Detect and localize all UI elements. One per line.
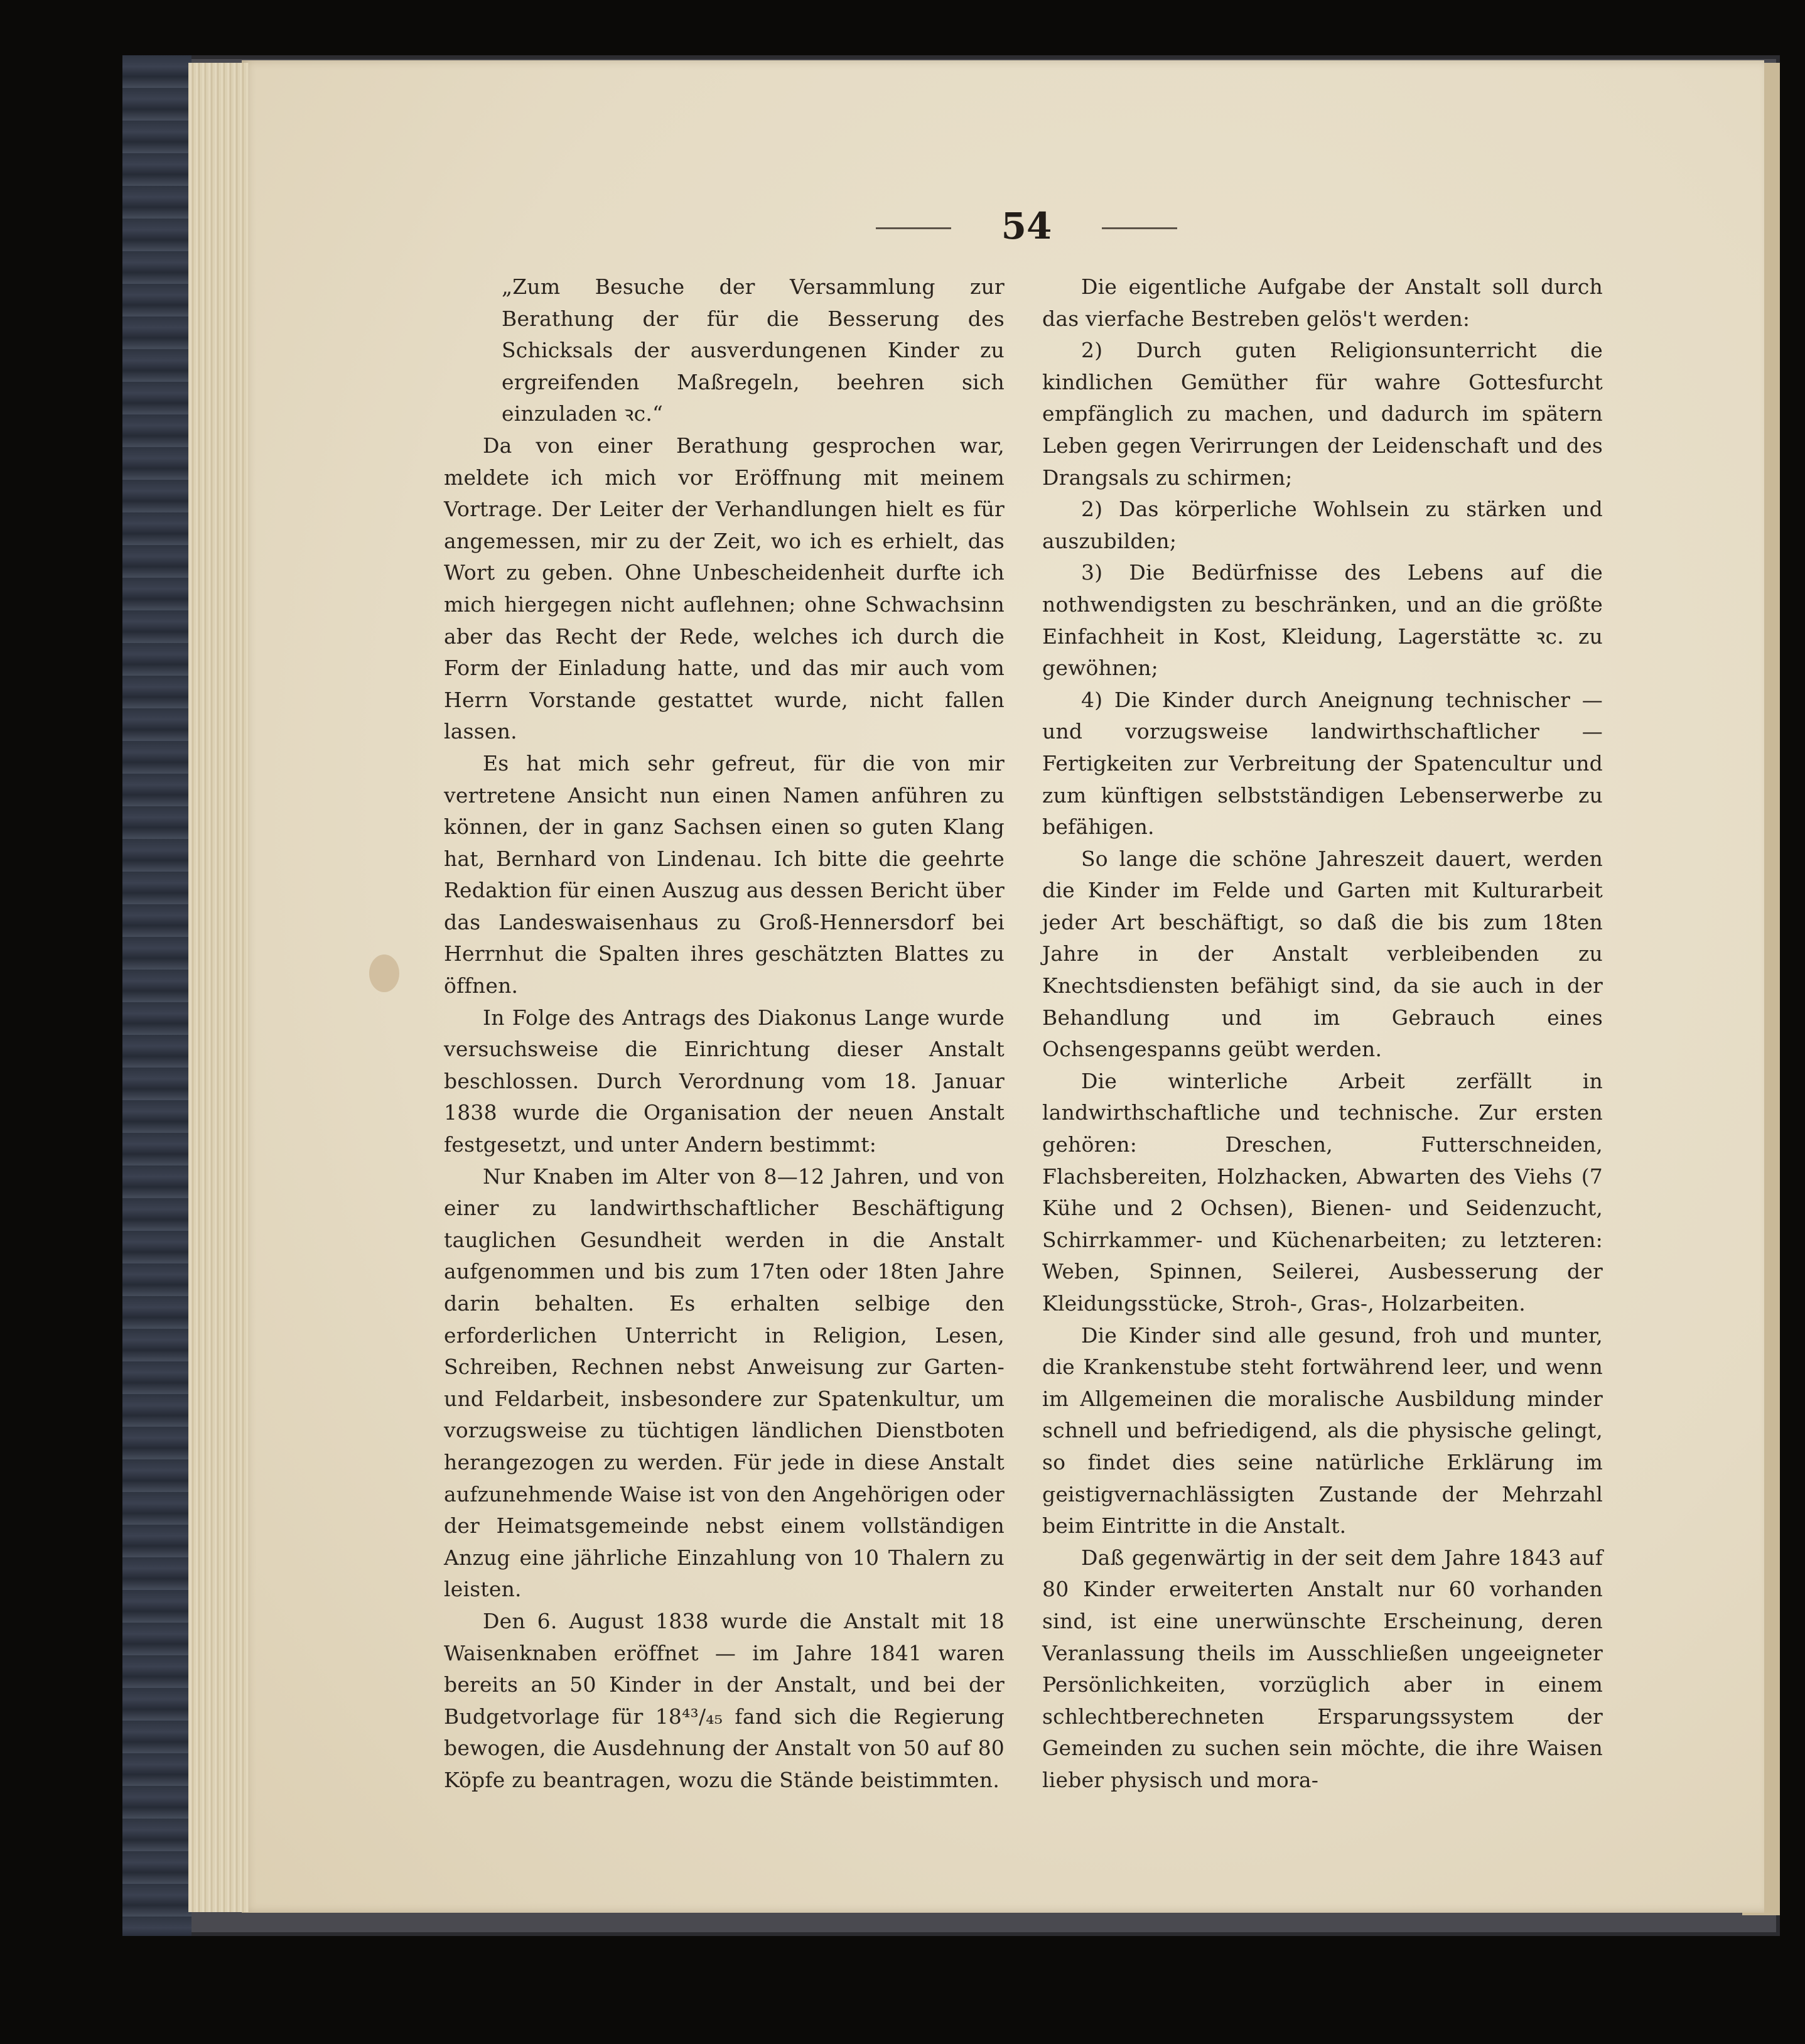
list-item: 2) Das körperliche Wohlsein zu stärken und auszubilden; (1042, 497, 1603, 553)
text-column-left (444, 271, 1005, 1797)
quoted-invitation: „Zum Besuche der Versammlung zur Berathung der für die Besserung des Schicksals der ausverdungenen Kinder zu ergreifenden Maßregeln, beehren sich einzuladen ꝛc.“ (502, 274, 1005, 426)
paragraph: Die Kinder sind alle gesund, froh und munter, die Krankenstube steht fortwährend leer, und wenn im Allgemeinen die moralische Ausbildung minder schnell und befriedigend, als die physische gelingt, so findet dies seine natürliche Erklärung im geistigvernachlässigten Zustande der Mehrzahl beim Eintritte in die Anstalt. (1042, 1322, 1603, 1538)
paragraph: Den 6. August 1838 wurde die Anstalt mit 18 Waisenknaben eröffnet — im Jahre 1841 waren bereits an 50 Kinder in der Anstalt, und bei der Budgetvorlage für 18⁴³/₄₅ fand sich die Regierung bewogen, die Ausdehnung der Anstalt von 50 auf 80 Köpfe zu beantragen, wozu die Stände beistimmten. (444, 1608, 1005, 1792)
list-item: 3) Die Bedürfnisse des Lebens auf die nothwendigsten zu beschränken, und an die größte Einfachheit in Kost, Kleidung, Lagerstätte ꝛc. zu gewöhnen; (1042, 560, 1603, 681)
list-item: 4) Die Kinder durch Aneignung technischer — und vorzugsweise landwirthschaftlicher — Fertigkeiten zur Verbreitung der Spatencultur und zum künftigen selbstständigen Lebenserwerbe zu befähigen. (1042, 687, 1603, 840)
list-item: 2) Durch guten Religionsunterricht die kindlichen Gemüther für wahre Gottesfurcht empfänglich zu machen, und dadurch im spätern Leben gegen Verirrungen der Leidenschaft und des Drangsals zu schirmen; (1042, 338, 1603, 490)
text-column-right (1042, 271, 1603, 1797)
header-rule-right (1102, 227, 1177, 229)
paragraph: Es hat mich sehr gefreut, für die von mir vertretene Ansicht nun einen Namen anführen zu können, der in ganz Sachsen einen so guten Klang hat, Bernhard von Lindenau. Ich bitte die geehrte Redaktion für einen Auszug aus dessen Bericht über das Landeswaisenhaus zu Groß-Hennersdorf bei Herrnhut die Spalten ihres geschätzten Blattes zu öffnen. (444, 750, 1005, 998)
page-header (876, 204, 1177, 248)
cover-marbled-edge (122, 55, 191, 1936)
paper-stain (369, 954, 399, 992)
paragraph: So lange die schöne Jahreszeit dauert, werden die Kinder im Felde und Garten mit Kulturarbeit jeder Art beschäftigt, so daß die bis zum 18ten Jahre in der Anstalt verbleibenden zu Knechtsdiensten befähigt sind, da sie auch in der Behandlung und im Gebrauch eines Ochsengespanns geübt werden. (1042, 846, 1603, 1062)
page-stack-edge (188, 63, 249, 1912)
paragraph: Nur Knaben im Alter von 8—12 Jahren, und von einer zu landwirthschaftlicher Beschäftigung tauglichen Gesundheit werden in die Anstalt aufgenommen und bis zum 17ten oder 18ten Jahre darin behalten. Es erhalten selbige den erforderlichen Unterricht in Religion, Lesen, Schreiben, Rechnen nebst Anweisung zur Garten- und Feldarbeit, insbesondere zur Spatenkultur, um vorzugsweise zu tüchtigen ländlichen Dienstboten herangezogen zu werden. Für jede in diese Anstalt aufzunehmende Waise ist von den Angehörigen oder der Heimatsgemeinde nebst einem vollständigen Anzug eine jährliche Einzahlung von 10 Thalern zu leisten. (444, 1164, 1005, 1602)
paragraph: Daß gegenwärtig in der seit dem Jahre 1843 auf 80 Kinder erweiterten Anstalt nur 60 vorhanden sind, ist eine unerwünschte Erscheinung, deren Veranlassung theils im Ausschließen ungeeigneter Persönlichkeiten, vorzüglich aber in einem schlechtberechneten Ersparungssystem der Gemeinden zu suchen sein möchte, die ihre Waisen lieber physisch und mora- (1042, 1545, 1603, 1792)
paragraph: Die eigentliche Aufgabe der Anstalt soll durch das vierfache Bestreben gelös't werden: (1042, 274, 1603, 331)
paragraph: In Folge des Antrags des Diakonus Lange wurde versuchsweise die Einrichtung dieser Anstalt beschlossen. Durch Verordnung vom 18. Januar 1838 wurde die Organisation der neuen Anstalt festgesetzt, und unter Andern bestimmt: (444, 1005, 1005, 1157)
paragraph: Da von einer Berathung gesprochen war, meldete ich mich vor Eröffnung mit meinem Vortrage. Der Leiter der Verhandlungen hielt es für angemessen, mir zu der Zeit, wo ich es erhielt, das Wort zu geben. Ohne Unbescheidenheit durfte ich mich hiergegen nicht auflehnen; ohne Schwachsinn aber das Recht der Rede, welches ich durch die Form der Einladung hatte, und das mir auch vom Herrn Vorstande gestattet wurde, nicht fallen lassen. (444, 433, 1005, 744)
page-number: 54 (1001, 205, 1052, 247)
paragraph: Die winterliche Arbeit zerfällt in landwirthschaftliche und technische. Zur ersten gehören: Dreschen, Futterschneiden, Flachsbereiten, Holzhacken, Abwarten des Viehs (7 Kühe und 2 Ochsen), Bienen- und Seidenzucht, Schirrkammer- und Küchenarbeiten; zu letzteren: Weben, Spinnen, Seilerei, Ausbesserung der Kleidungsstücke, Stroh-, Gras-, Holzarbeiten. (1042, 1068, 1603, 1316)
